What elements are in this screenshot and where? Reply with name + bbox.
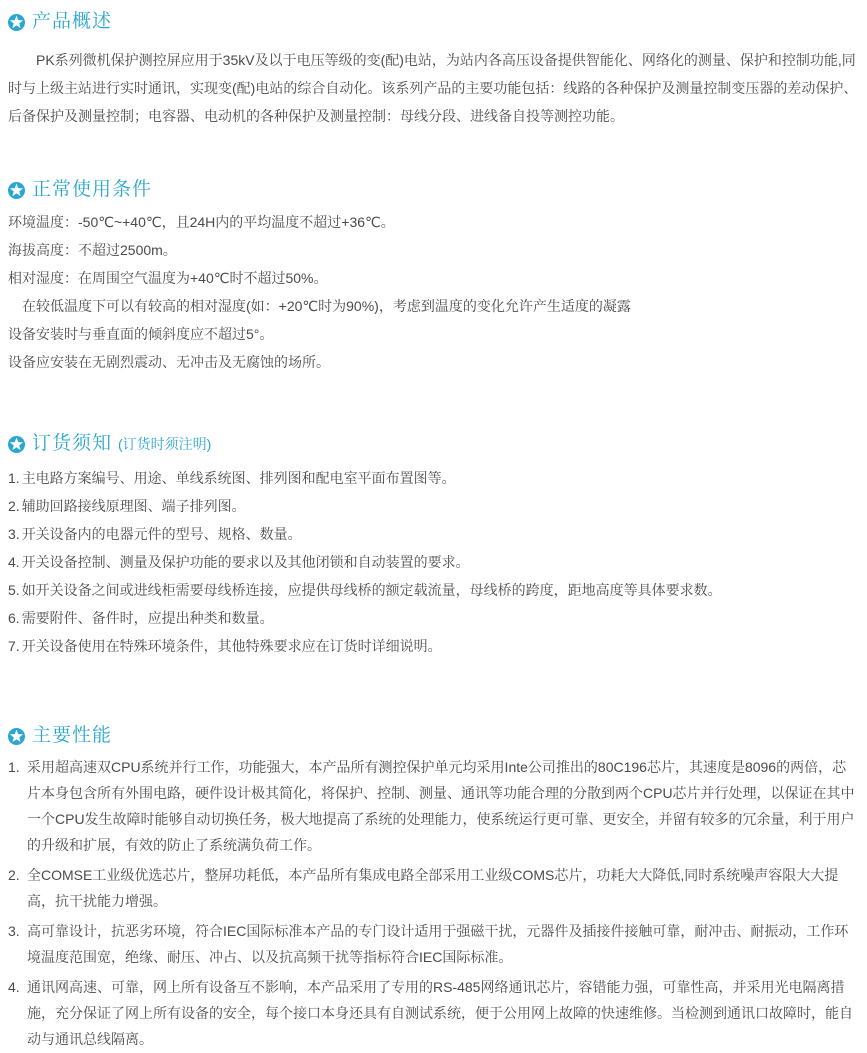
ordering-item — [8, 576, 859, 604]
condition-installation-site: 设备应安装在无剧烈震动、无冲击及无腐蚀的场所。 — [8, 354, 330, 370]
performance-item — [8, 974, 859, 1052]
ordering-item — [8, 604, 859, 632]
section-title: 产品概述 — [32, 11, 113, 32]
item-number: 3. — [8, 526, 20, 542]
item-text: 通讯网高速、可靠，网上所有设备互不影响，本产品采用了专用的RS-485网络通讯芯片，容错能力强，可靠性高，并采用光电隔离措施，充分保证了网上所有设备的安全，每个接口本身还具有自测试系统，便于公用网上故障的快速维修。当检测到通讯口故障时，能自动与通讯总线隔离。 — [27, 979, 853, 1047]
star-badge-icon — [8, 14, 25, 31]
ordering-instructions-heading — [8, 432, 859, 456]
section-title: 正常使用条件 — [32, 179, 153, 200]
item-number: 2. — [8, 498, 20, 514]
condition-ambient-temperature: 环境温度：-50℃~+40℃，且24H内的平均温度不超过+36℃。 — [8, 214, 395, 230]
item-number: 1. — [8, 470, 20, 486]
ordering-item — [8, 464, 859, 492]
item-number: 6. — [8, 610, 20, 626]
ordering-item — [8, 632, 859, 660]
star-badge-icon — [8, 728, 25, 745]
condition-humidity-note: 在较低温度下可以有较高的相对湿度(如：+20℃时为90%)，考虑到温度的变化允许产生适度的凝露 — [22, 298, 631, 314]
item-number: 4. — [8, 554, 20, 570]
item-text: 辅助回路接线原理图、端子排列图。 — [21, 498, 246, 514]
ordering-item — [8, 520, 859, 548]
item-text: 如开关设备之间或进线柜需要母线桥连接，应提供母线桥的额定载流量，母线桥的跨度，距地高度等具体要求数。 — [21, 582, 722, 598]
main-performance-heading — [8, 724, 859, 748]
star-badge-icon — [8, 182, 25, 199]
item-text: 开关设备内的电器元件的型号、规格、数量。 — [21, 526, 302, 542]
ordering-item — [8, 548, 859, 576]
item-number: 4. — [8, 979, 20, 995]
item-text: 开关设备使用在特殊环境条件，其他特殊要求应在订货时详细说明。 — [21, 638, 442, 654]
item-text: 全COMSE工业级优选芯片，整屏功耗低，本产品所有集成电路全部采用工业级COMS芯片，功耗大大降低,同时系统噪声容限大大提高，抗干扰能力增强。 — [27, 867, 839, 909]
section-main-performance — [8, 724, 859, 1052]
star-badge-icon — [8, 436, 25, 453]
section-title: 订货须知 — [32, 433, 113, 454]
section-product-overview — [8, 10, 859, 130]
item-number: 1. — [8, 759, 20, 775]
conditions-list — [8, 208, 859, 376]
performance-items-list — [8, 754, 859, 1052]
item-number: 7. — [8, 638, 20, 654]
section-ordering-instructions — [8, 432, 859, 660]
ordering-items-list — [8, 464, 859, 660]
section-subtitle: (订货时须注明) — [118, 436, 212, 452]
section-title: 主要性能 — [32, 725, 113, 746]
item-number: 5. — [8, 582, 20, 598]
condition-tilt: 设备安装时与垂直面的倾斜度应不超过5°。 — [8, 326, 274, 342]
item-text: 高可靠设计，抗恶劣环境，符合IEC国际标准本产品的专门设计适用于强磁干扰，元器件及插接件接触可靠，耐冲击、耐振动，工作环境温度范围宽，绝缘、耐压、冲占、以及抗高频干扰等指标符合IEC国际标准。 — [27, 923, 849, 965]
performance-item — [8, 862, 859, 914]
item-text: 采用超高速双CPU系统并行工作，功能强大，本产品所有测控保护单元均采用Inte公司推出的80C196芯片，其速度是8096的两倍，芯片本身包含所有外围电路，硬件设计极其简化，将保护、控制、测量、通讯等功能合理的分散到两个CPU芯片并行处理，以保证在其中一个CPU发生故障时能够自动切换任务，极大地提高了系统的处理能力，使系统运行更可靠、更安全，并留有较多的冗余量，利于用户的升级和扩展，有效的防止了系统满负荷工作。 — [27, 759, 855, 853]
operating-conditions-heading — [8, 178, 859, 202]
performance-item — [8, 918, 859, 970]
section-operating-conditions — [8, 178, 859, 376]
item-number: 3. — [8, 923, 20, 939]
condition-altitude: 海拔高度：不超过2500m。 — [8, 242, 177, 258]
product-overview-heading — [8, 10, 859, 34]
ordering-item — [8, 492, 859, 520]
overview-paragraph: PK系列微机保护测控屏应用于35kV及以于电压等级的变(配)电站，为站内各高压设备提供智能化、网络化的测量、保护和控制功能,同时与上级主站进行实时通讯，实现变(配)电站的综合自动化。该系列产品的主要功能包括：线路的各种保护及测量控制变压器的差动保护、后备保护及测量控制；电容器、电动机的各种保护及测量控制：母线分段、进线备自投等测控功能。 — [8, 52, 858, 124]
condition-relative-humidity: 相对湿度：在周围空气温度为+40℃时不超过50%。 — [8, 270, 328, 286]
item-number: 2. — [8, 867, 20, 883]
item-text: 需要附件、备件时，应提出种类和数量。 — [21, 610, 274, 626]
item-text: 开关设备控制、测量及保护功能的要求以及其他闭锁和自动装置的要求。 — [21, 554, 470, 570]
performance-item — [8, 754, 859, 858]
item-text: 主电路方案编号、用途、单线系统图、排列图和配电室平面布置图等。 — [21, 470, 456, 486]
